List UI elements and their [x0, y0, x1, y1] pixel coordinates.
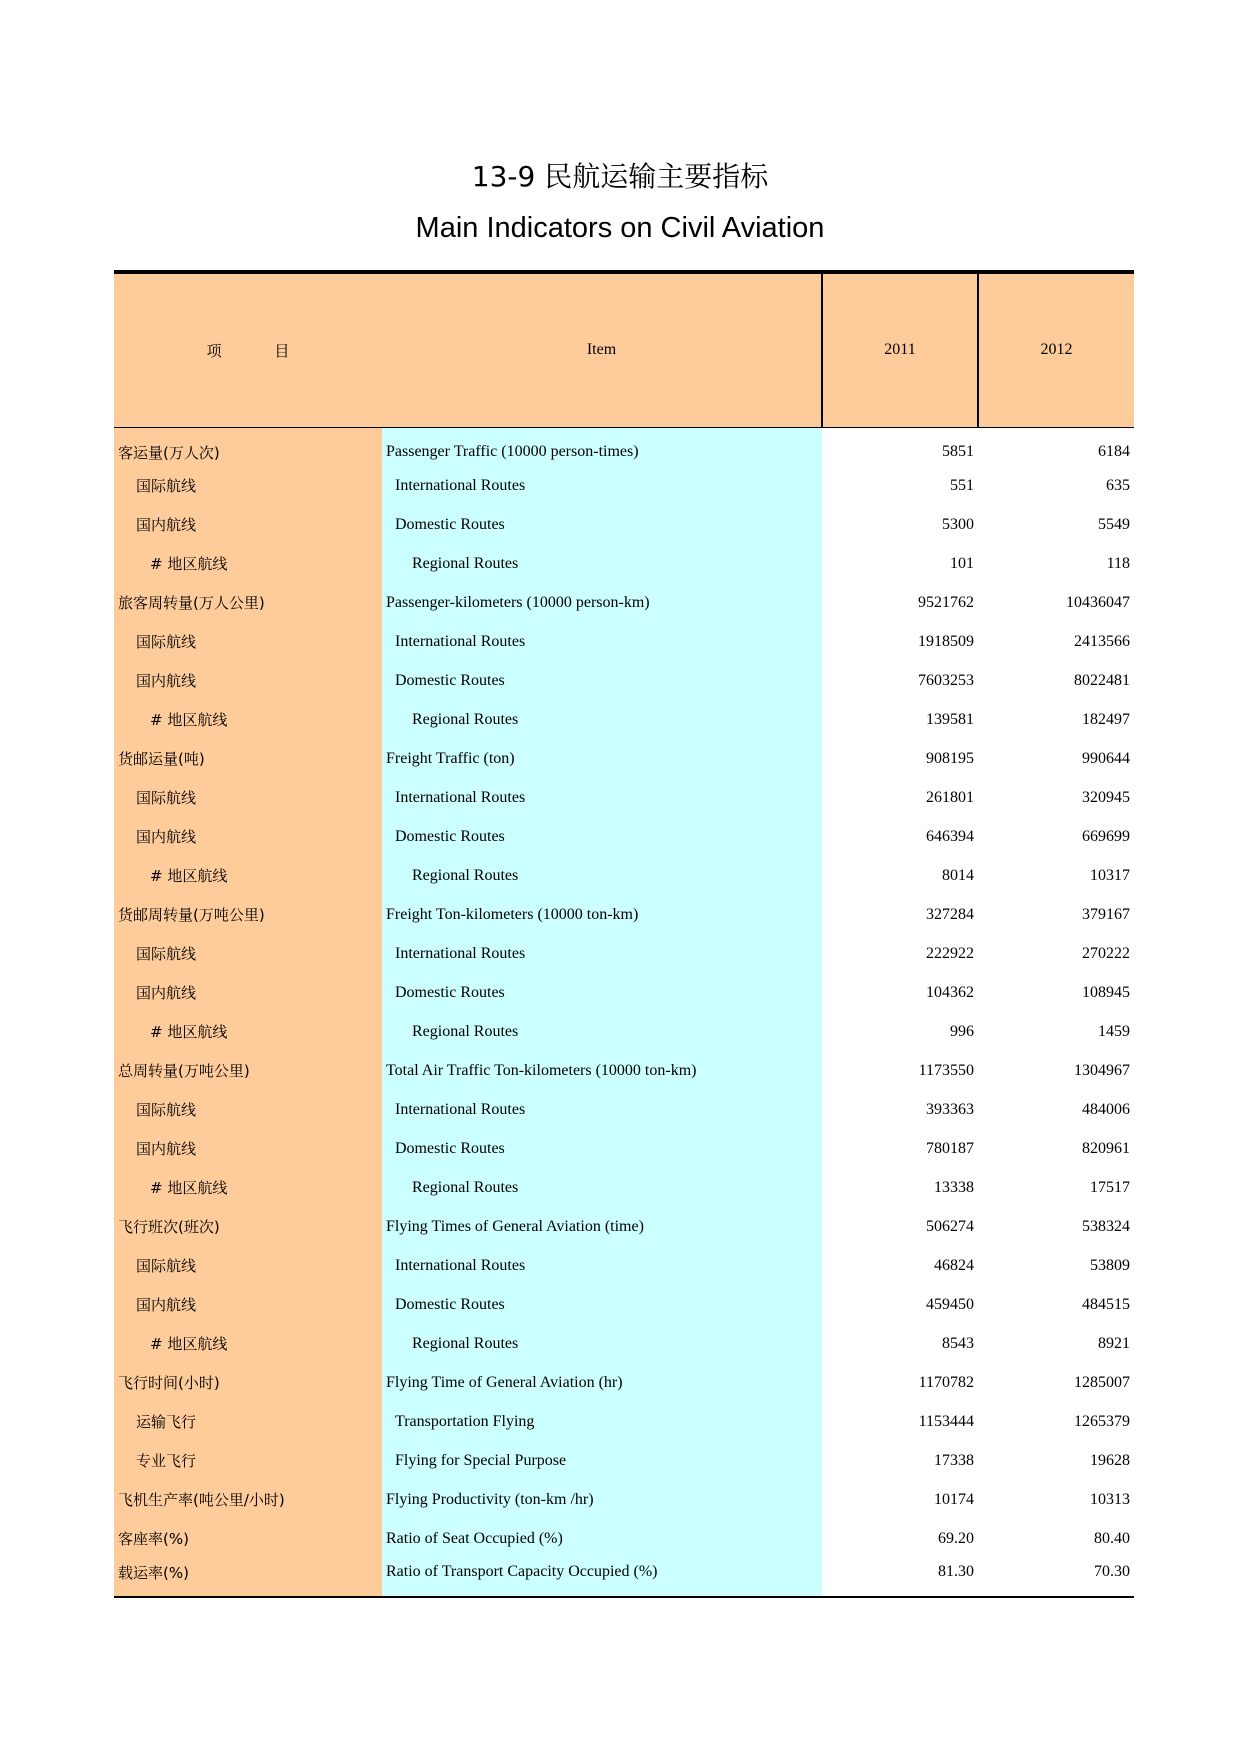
value-2011: 9521762 [918, 593, 974, 611]
row-label-chinese: 飞行时间(小时) [114, 1363, 382, 1402]
value-2012: 10436047 [1066, 593, 1130, 611]
row-label-chinese: 客座率(%) [114, 1519, 382, 1558]
row-label-english: Domestic Routes [382, 1129, 822, 1168]
value-2012: 379167 [1082, 905, 1130, 923]
value-2011: 646394 [926, 827, 974, 845]
table-row [114, 1246, 1134, 1285]
value-2011: 1153444 [918, 1412, 974, 1430]
table-row [114, 1207, 1134, 1246]
row-label-english: Passenger Traffic (10000 person-times) [382, 427, 822, 466]
value-2011: 46824 [934, 1256, 974, 1274]
table-row [114, 505, 1134, 544]
row-label-english: Domestic Routes [382, 973, 822, 1012]
row-label-english: Regional Routes [382, 856, 822, 895]
value-2012: 1285007 [1074, 1373, 1130, 1391]
value-2012: 635 [1106, 476, 1130, 494]
row-label-english: International Routes [382, 934, 822, 973]
table-row [114, 583, 1134, 622]
row-label-chinese: 飞行班次(班次) [114, 1207, 382, 1246]
row-label-english: Passenger-kilometers (10000 person-km) [382, 583, 822, 622]
row-label-chinese: 总周转量(万吨公里) [114, 1051, 382, 1090]
table-row [114, 1558, 1134, 1597]
value-2012: 5549 [1098, 515, 1130, 533]
header-item-chinese-label: 项 目 [206, 341, 290, 360]
table-row [114, 544, 1134, 583]
row-label-chinese: 旅客周转量(万人公里) [114, 583, 382, 622]
row-label-english: Flying Productivity (ton-km /hr) [382, 1480, 822, 1519]
value-2011: 459450 [926, 1295, 974, 1313]
row-label-chinese: 国内航线 [114, 817, 382, 856]
row-label-chinese: 专业飞行 [114, 1441, 382, 1480]
value-2011: 5851 [942, 443, 974, 461]
table-header [114, 272, 1134, 427]
value-2011: 104362 [926, 983, 974, 1001]
table-row [114, 739, 1134, 778]
row-label-chinese: 货邮运量(吨) [114, 739, 382, 778]
row-label-english: Regional Routes [382, 700, 822, 739]
row-label-english: Domestic Routes [382, 817, 822, 856]
table-body [114, 427, 1134, 1597]
value-2011: 10174 [934, 1490, 974, 1508]
value-2011: 5300 [942, 515, 974, 533]
value-2012: 669699 [1082, 827, 1130, 845]
table-row [114, 427, 1134, 466]
row-label-chinese: 国际航线 [114, 622, 382, 661]
value-2011: 8543 [942, 1334, 974, 1352]
table-row [114, 1012, 1134, 1051]
value-2012: 270222 [1082, 944, 1130, 962]
row-label-chinese: 飞机生产率(吨公里/小时) [114, 1480, 382, 1519]
value-2011: 1170782 [918, 1373, 974, 1391]
row-label-chinese: # 地区航线 [114, 544, 382, 583]
row-label-chinese: 载运率(%) [114, 1558, 382, 1597]
value-2011: 1173550 [918, 1061, 974, 1079]
value-2012: 10317 [1090, 866, 1130, 884]
header-item-english: Item [382, 272, 822, 427]
row-label-chinese: 国内航线 [114, 505, 382, 544]
row-label-english: Regional Routes [382, 1168, 822, 1207]
value-2012: 118 [1106, 554, 1130, 572]
row-label-english: Regional Routes [382, 1012, 822, 1051]
value-2012: 53809 [1090, 1256, 1130, 1274]
row-label-english: Freight Ton-kilometers (10000 ton-km) [382, 895, 822, 934]
row-label-chinese: # 地区航线 [114, 1168, 382, 1207]
table-row [114, 817, 1134, 856]
value-2011: 1918509 [918, 632, 974, 650]
table-row [114, 700, 1134, 739]
value-2011: 69.20 [938, 1529, 974, 1547]
row-label-english: International Routes [382, 1090, 822, 1129]
row-label-chinese: # 地区航线 [114, 1324, 382, 1363]
value-2012: 1304967 [1074, 1061, 1130, 1079]
indicators-table-container [114, 270, 1134, 1598]
row-label-english: International Routes [382, 1246, 822, 1285]
row-label-english: International Routes [382, 466, 822, 505]
row-label-chinese: # 地区航线 [114, 856, 382, 895]
row-label-chinese: 国内航线 [114, 661, 382, 700]
value-2012: 10313 [1090, 1490, 1130, 1508]
value-2012: 8022481 [1074, 671, 1130, 689]
header-year-2011: 2011 [822, 272, 978, 427]
table-row [114, 1324, 1134, 1363]
value-2011: 222922 [926, 944, 974, 962]
table-row [114, 622, 1134, 661]
value-2011: 393363 [926, 1100, 974, 1118]
row-label-chinese: 国际航线 [114, 934, 382, 973]
row-label-chinese: # 地区航线 [114, 1012, 382, 1051]
table-row [114, 466, 1134, 505]
value-2011: 139581 [926, 710, 974, 728]
value-2012: 820961 [1082, 1139, 1130, 1157]
table-row [114, 1363, 1134, 1402]
value-2012: 2413566 [1074, 632, 1130, 650]
row-label-english: Ratio of Seat Occupied (%) [382, 1519, 822, 1558]
row-label-english: Regional Routes [382, 544, 822, 583]
header-item-chinese [114, 272, 382, 427]
value-2012: 1265379 [1074, 1412, 1130, 1430]
row-label-english: Freight Traffic (ton) [382, 739, 822, 778]
row-label-chinese: 国际航线 [114, 778, 382, 817]
table-row [114, 1519, 1134, 1558]
value-2012: 1459 [1098, 1022, 1130, 1040]
value-2011: 81.30 [822, 1558, 978, 1597]
table-row [114, 973, 1134, 1012]
row-label-english: Ratio of Transport Capacity Occupied (%) [382, 1558, 822, 1597]
row-label-chinese: 国内航线 [114, 973, 382, 1012]
value-2012: 80.40 [1094, 1529, 1130, 1547]
value-2011: 506274 [926, 1217, 974, 1235]
row-label-chinese: 国际航线 [114, 1090, 382, 1129]
value-2011: 17338 [934, 1451, 974, 1469]
table-row [114, 934, 1134, 973]
value-2012: 19628 [1090, 1451, 1130, 1469]
value-2012: 484515 [1082, 1295, 1130, 1313]
value-2012: 990644 [1082, 749, 1130, 767]
table-row [114, 778, 1134, 817]
row-label-english: International Routes [382, 622, 822, 661]
page-title-english: Main Indicators on Civil Aviation [415, 212, 825, 244]
row-label-english: Domestic Routes [382, 505, 822, 544]
value-2011: 780187 [926, 1139, 974, 1157]
value-2011: 327284 [926, 905, 974, 923]
value-2011: 101 [950, 554, 974, 572]
value-2011: 908195 [926, 749, 974, 767]
row-label-english: Transportation Flying [382, 1402, 822, 1441]
value-2012: 538324 [1082, 1217, 1130, 1235]
value-2011: 261801 [926, 788, 974, 806]
row-label-english: Total Air Traffic Ton-kilometers (10000 ton-km) [382, 1051, 822, 1090]
value-2012: 70.30 [978, 1558, 1134, 1597]
table-row [114, 1402, 1134, 1441]
row-label-chinese: # 地区航线 [114, 700, 382, 739]
value-2012: 108945 [1082, 983, 1130, 1001]
table-row [114, 1129, 1134, 1168]
header-row [114, 272, 1134, 427]
value-2011: 7603253 [918, 671, 974, 689]
value-2012: 17517 [1090, 1178, 1130, 1196]
table-row [114, 1441, 1134, 1480]
row-label-chinese: 国内航线 [114, 1129, 382, 1168]
row-label-chinese: 货邮周转量(万吨公里) [114, 895, 382, 934]
value-2012: 182497 [1082, 710, 1130, 728]
row-label-chinese: 国内航线 [114, 1285, 382, 1324]
row-label-english: Flying Times of General Aviation (time) [382, 1207, 822, 1246]
value-2012: 6184 [1098, 443, 1130, 461]
table-row [114, 895, 1134, 934]
table-row [114, 1051, 1134, 1090]
table-row [114, 1168, 1134, 1207]
value-2012: 8921 [1098, 1334, 1130, 1352]
value-2011: 551 [950, 476, 974, 494]
page-title-chinese: 13-9 民航运输主要指标 [471, 160, 769, 193]
value-2012: 320945 [1082, 788, 1130, 806]
table-row [114, 856, 1134, 895]
civil-aviation-indicators-table [114, 270, 1134, 1598]
value-2011: 8014 [942, 866, 974, 884]
row-label-chinese: 国际航线 [114, 466, 382, 505]
table-row [114, 1090, 1134, 1129]
row-label-chinese: 国际航线 [114, 1246, 382, 1285]
row-label-english: Domestic Routes [382, 661, 822, 700]
row-label-english: Regional Routes [382, 1324, 822, 1363]
value-2012: 484006 [1082, 1100, 1130, 1118]
row-label-english: Domestic Routes [382, 1285, 822, 1324]
row-label-chinese: 运输飞行 [114, 1402, 382, 1441]
table-row [114, 1480, 1134, 1519]
header-year-2012: 2012 [978, 272, 1134, 427]
row-label-chinese: 客运量(万人次) [114, 427, 382, 466]
row-label-english: Flying Time of General Aviation (hr) [382, 1363, 822, 1402]
table-row [114, 661, 1134, 700]
row-label-english: Flying for Special Purpose [382, 1441, 822, 1480]
value-2011: 996 [950, 1022, 974, 1040]
row-label-english: International Routes [382, 778, 822, 817]
value-2011: 13338 [934, 1178, 974, 1196]
table-row [114, 1285, 1134, 1324]
